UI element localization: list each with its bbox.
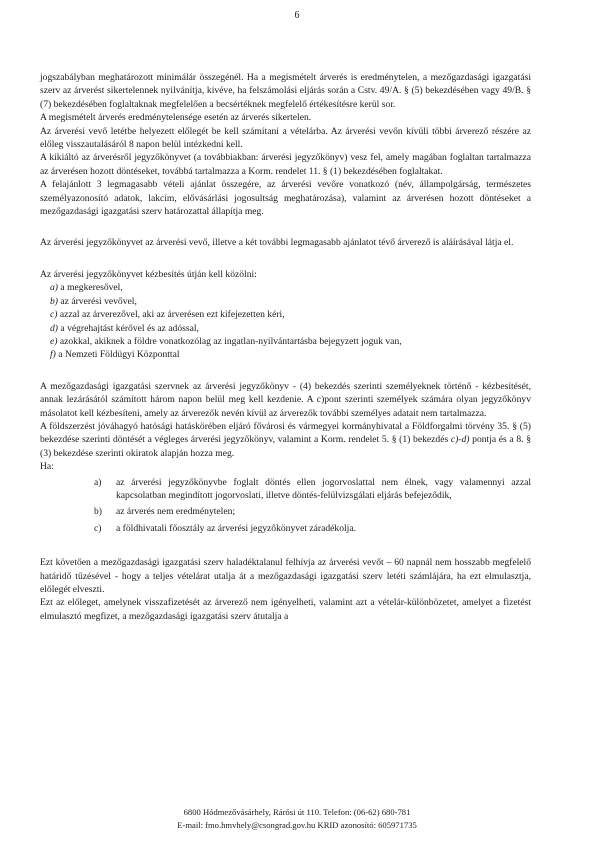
list-item: c) azzal az árverezővel, aki az árverésen ezt kifejezetten kéri, [50, 309, 285, 321]
list-item: d) a végrehajtást kérővel és az adóssal, [50, 322, 199, 334]
signature-paragraph: Az árverési jegyzőkönyvet az árverési vevő, illetve a két további legmagasabb ajánlatot tévő árverező is aláírásával látja el. [40, 237, 514, 249]
paragraph: Ezt követően a mezőgazdasági igazgatási szerv haladéktalanul felhívja az árverési vevőt – 60 napnál nem hosszabb megfelelő határidő tűzésével - hogy a teljes vételárat utalja át a mezőgazdasági igazgatási szerv letéti számlájára, ha ezt elmulasztja, előlegét elveszti. [40, 557, 531, 595]
condition-intro: Ha: [40, 461, 54, 473]
document-body [40, 71, 531, 623]
footer-contact: E-mail: fmo.hmvhely@csongrad.gov.hu KRID azonosító: 605971735 [177, 820, 417, 830]
footer-address: 6800 Hódmezővásárhely, Rárósi út 110. Telefon: (06-62) 680-781 [183, 807, 411, 817]
list-item: e) azokkal, akiknek a földre vonatkozólag az ingatlan-nyilvántartásba bejegyzett joguk van, [50, 335, 402, 347]
paragraph: Ezt az előleget, amelynek visszafizetését az árverező nem igényelheti, valamint azt a vételár-különbözetet, amelyet a fizetést elmulasztó megfizet, a mezőgazdasági igazgatási szerv átutalja a [40, 597, 531, 622]
page-number: 6 [294, 10, 300, 21]
paragraph: A kikiáltó az árverésről jegyzőkönyvet (a továbbiakban: árverési jegyzőkönyv) vesz fel, amely magában foglaltan tartalmazza az árverésen hozott döntéseket, továbbá tartalmazza a Korm. rendelet 11. § (1) bekezdésében foglaltakat. [40, 152, 531, 177]
page-footer [0, 806, 594, 832]
paragraph: A felajánlott 3 legmagasabb vételi ajánlat összegére, az árverési vevőre vonatkozó (név, állampolgárság, természetes személyazonosító adatok, lakcím, elővásárlási jogosultság meghatározása), valamint az árverésen hozott döntéseket a mezőgazdasági igazgatási szerv határozattal állapítja meg. [40, 179, 531, 218]
delivery-list [50, 281, 531, 361]
condition-list [94, 476, 531, 536]
delivery-intro: Az árverési jegyzőkönyvet kézbesítés útján kell közölni: [40, 268, 257, 280]
approval-paragraph: A földszerzést jóváhagyó hatósági hatáskörében eljáró fővárosi és vármegyei kormányhivatal a Földforgalmi törvény 35. § (5) bekezdése szerinti döntését a végleges árverési jegyzőkönyv, valamint a Korm. rendelet 5. § (1) bekezdés c)-d) pontja és a 8. § (3) bekezdése szerinti okiratok alapján hozza meg. [40, 420, 531, 459]
list-item: a) az árverési jegyzőkönyvbe foglalt döntés ellen jogorvoslattal nem élnek, vagy valamennyi azzal kapcsolatban megindított jogorvoslati, illetve döntés-felülvizsgálati eljárás befejeződik, [94, 476, 531, 501]
paragraph: A mezőgazdasági igazgatási szervnek az árverési jegyzőkönyv - (4) bekezdés szerinti személyeknek történő - kézbesítését, annak lezárásától számított három napon belül meg kell kezdenie. A c)pont szerinti személyek számára olyan jegyzőkönyv másolatot kell kézbesíteni, amely az árverezők nevén kívül az árverezők további személyes adatait nem tartalmazza. [40, 380, 531, 419]
list-item: c) a földhivatali főosztály az árverési jegyzőkönyvet záradékolja. [94, 522, 357, 534]
paragraph: jogszabályban meghatározott minimálár összegénél. Ha a megismételt árverés is eredménytelen, a mezőgazdasági igazgatási szerv az árverést sikertelennek nyilvánítja, kivéve, ha felszámolási eljárás során a Cstv. 49/A. § (5) bekezdésében vagy 49/B. § (7) bekezdésében foglaltaknak megfelelően a becsértéknek megfelelő értékesítésre kerül sor. [40, 72, 531, 110]
paragraph: A megismételt árverés eredménytelensége esetén az árverés sikertelen. [40, 112, 312, 124]
list-item: f) a Nemzeti Földügyi Központtal [50, 349, 180, 361]
paragraph: Az árverési vevő letétbe helyezett előlegét be kell számítani a vételárba. Az árverési vevőn kívüli többi árverező részére az előleg visszautalásáról 8 napon belül intézkedni kell. [40, 125, 531, 151]
list-item: b) az árverési vevővel, [50, 295, 137, 307]
list-item: b) az árverés nem eredménytelen; [94, 506, 236, 518]
list-item: a) a megkeresővel, [50, 282, 123, 294]
